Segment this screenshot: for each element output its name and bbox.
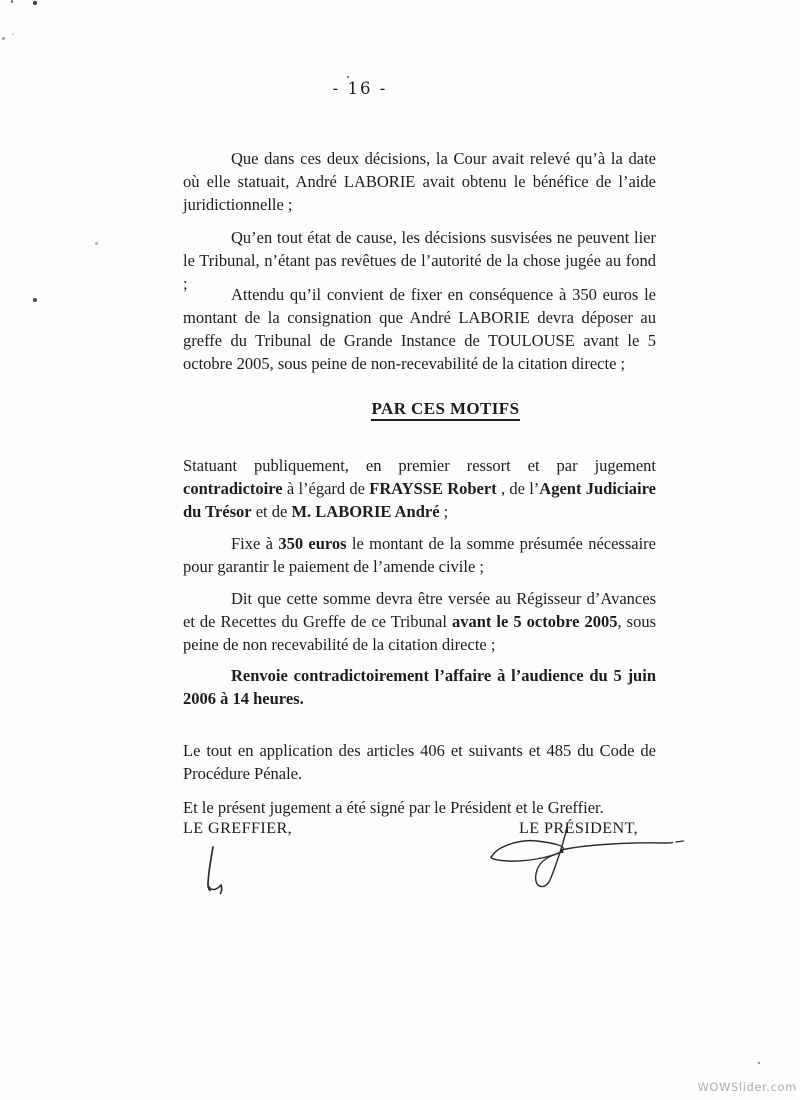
paragraph-jugement-signe: Et le présent jugement a été signé par le Président et le Greffier. <box>183 797 604 817</box>
paragraph-autorite-chose-jugee: Qu’en tout état de cause, les décisions susvisées ne peuvent lier le Tribunal, n’étant pas revêtues de l’autorité de la chose jugée au fond ; <box>183 227 656 293</box>
text-run-bold: 350 euros <box>278 533 347 553</box>
scan-speck <box>95 242 98 245</box>
scan-speck <box>11 0 13 3</box>
text-run: Fixe à <box>231 533 279 553</box>
text-run: ; <box>439 501 449 521</box>
text-run-bold: Agent Judiciaire du Trésor <box>183 478 656 521</box>
scan-speck <box>33 1 37 5</box>
paragraph-attendu-consignation: Attendu qu’il convient de fixer en conséquence à 350 euros le montant de la consignation que André LABORIE devra déposer au greffe du Tribunal de Grande Instance de TOULOUSE avant le 5 octobre 2005, sous peine de non-recevabilité de la citation directe ; <box>183 284 656 373</box>
greffier-label: LE GREFFIER, <box>183 819 293 837</box>
text-run: Statuant publiquement, en premier ressort et par jugement <box>183 455 656 475</box>
text-run: à l’égard de <box>282 478 370 498</box>
president-signature-handwriting <box>478 818 693 898</box>
greffier-signature-handwriting <box>185 835 255 905</box>
scan-speck <box>33 298 37 302</box>
scan-speck <box>12 33 14 35</box>
heading-par-ces-motifs <box>183 399 656 419</box>
paragraph-fixe-350-euros <box>183 532 656 578</box>
text-run: , sous peine de non recevabilité de la citation directe ; <box>183 611 656 654</box>
text-run: , de l’ <box>496 478 540 498</box>
text-run-bold: FRAYSSE Robert <box>369 478 497 498</box>
text-run: et de <box>251 501 292 521</box>
paragraph-articles-code-procedure: Le tout en application des articles 406 et suivants et 485 du Code de Procédure Pénale. <box>183 740 656 783</box>
text-run-bold: M. LABORIE André <box>291 501 440 521</box>
paragraph-dit-somme-versee <box>183 587 656 656</box>
page-number: - 16 - <box>332 79 388 98</box>
heading-par-ces-motifs-text: PAR CES MOTIFS <box>371 399 521 421</box>
text-run: le montant de la somme présumée nécessaire pour garantir le paiement de l’amende civile ; <box>183 533 656 576</box>
text-run: Dit que cette somme devra être versée au Régisseur d’Avances et de Recettes du Greffe de ce Tribunal <box>183 588 656 631</box>
text-run-bold: avant le 5 octobre 2005 <box>451 611 618 631</box>
paragraph-aide-juridictionnelle: Que dans ces deux décisions, la Cour avait relevé qu’à la date où elle statuait, André LABORIE avait obtenu le bénéfice de l’aide juridictionnelle ; <box>183 148 656 214</box>
scan-speck <box>347 76 349 78</box>
scan-speck <box>2 37 5 40</box>
watermark-link[interactable]: WOWSlider.com <box>697 1080 797 1094</box>
paragraph-renvoie-audience: Renvoie contradictoirement l’affaire à l’audience du 5 juin 2006 à 14 heures. <box>183 665 656 708</box>
paragraph-statuant <box>183 454 656 523</box>
scan-speck <box>758 1062 760 1064</box>
text-run-bold: contradictoire <box>183 478 283 498</box>
president-label: LE PRÉSIDENT, <box>519 819 639 837</box>
